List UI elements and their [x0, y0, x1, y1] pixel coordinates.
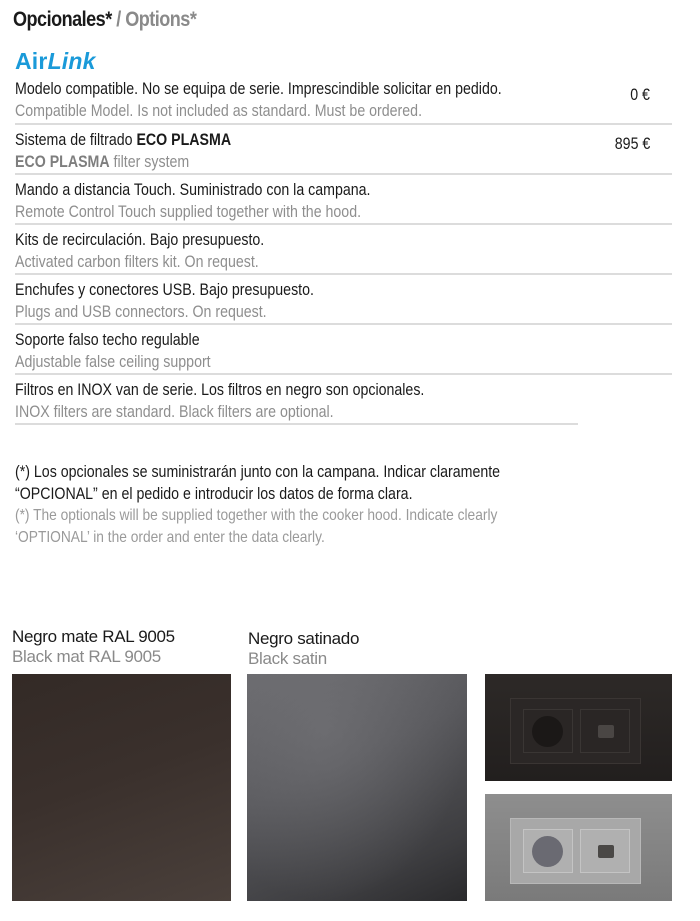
option-text-en: INOX filters are standard. Black filters are optional. [15, 403, 334, 421]
title-spanish: Opcionales* [13, 8, 112, 31]
outlet-plate [510, 698, 641, 764]
logo-air: Air [15, 48, 48, 74]
option-text-en: Adjustable false ceiling support [15, 353, 211, 371]
logo-link: Link [47, 48, 96, 74]
power-socket-icon [532, 836, 563, 867]
options-list [15, 76, 672, 425]
option-row-recirculation-kit [15, 225, 672, 275]
footnote-es-line1: (*) Los opcionales se suministrarán junto con la campana. Indicar claramente [15, 463, 501, 481]
option-text-en: Plugs and USB connectors. On request. [15, 303, 267, 321]
footnote [15, 461, 579, 549]
black-outlet-usb-image [485, 674, 672, 781]
option-text-en: Compatible Model. Is not included as standard. Must be ordered. [15, 102, 423, 120]
option-row-ceiling-support [15, 325, 672, 375]
option-text-en: Remote Control Touch supplied together with the hood. [15, 203, 362, 221]
option-text-es [15, 129, 580, 151]
option-text-en-suffix: filter system [109, 153, 190, 171]
option-text-es: Filtros en INOX van de serie. Los filtros en negro son opcionales. [15, 381, 425, 399]
socket-frame [523, 709, 573, 753]
finish-label-matte [12, 626, 175, 667]
option-text-es: Kits de recirculación. Bajo presupuesto. [15, 231, 265, 249]
swatch-black-matte [12, 674, 231, 901]
finish-name-es: Negro mate RAL 9005 [12, 627, 175, 646]
option-text-en: Activated carbon filters kit. On request. [15, 253, 259, 271]
option-price: 895 € [614, 135, 650, 153]
finish-label-satin [248, 628, 359, 669]
airlink-logo [15, 48, 96, 75]
option-text-es: Soporte falso techo regulable [15, 331, 200, 349]
option-price: 0 € [630, 86, 650, 104]
option-text-en-bold: ECO PLASMA [15, 153, 110, 171]
option-text-es: Mando a distancia Touch. Suministrado con la campana. [15, 181, 371, 199]
usb-frame [580, 829, 630, 873]
steel-outlet-usb-image [485, 794, 672, 901]
option-text-es: Modelo compatible. No se equipa de serie. Imprescindible solicitar en pedido. [15, 80, 502, 98]
usb-port-icon [598, 845, 614, 858]
footnote-en-line1: (*) The optionals will be supplied together with the cooker hood. Indicate clearly [15, 507, 498, 524]
page-title [13, 8, 196, 32]
outlet-plate [510, 818, 641, 884]
option-text-en [15, 151, 580, 173]
option-row-airlink [15, 76, 672, 125]
option-row-filters [15, 375, 578, 425]
option-text-es-prefix: Sistema de filtrado [15, 131, 137, 149]
usb-frame [580, 709, 630, 753]
finish-name-en: Black satin [248, 649, 327, 668]
usb-port-icon [598, 725, 614, 738]
footnote-es-line2: “OPCIONAL” en el pedido e introducir los datos de forma clara. [15, 485, 413, 503]
power-socket-icon [532, 716, 563, 747]
swatch-black-satin [247, 674, 467, 901]
finish-name-es: Negro satinado [248, 629, 360, 648]
option-text-es: Enchufes y conectores USB. Bajo presupuesto. [15, 281, 314, 299]
option-row-plugs-usb [15, 275, 672, 325]
finish-name-en: Black mat RAL 9005 [12, 647, 161, 666]
title-english: Options* [125, 8, 197, 31]
option-row-remote-control [15, 175, 672, 225]
option-row-eco-plasma [15, 125, 672, 175]
title-separator: / [111, 8, 126, 31]
footnote-en-line2: ‘OPTIONAL’ in the order and enter the data clearly. [15, 529, 325, 546]
option-text-es-bold: ECO PLASMA [136, 131, 232, 149]
socket-frame [523, 829, 573, 873]
